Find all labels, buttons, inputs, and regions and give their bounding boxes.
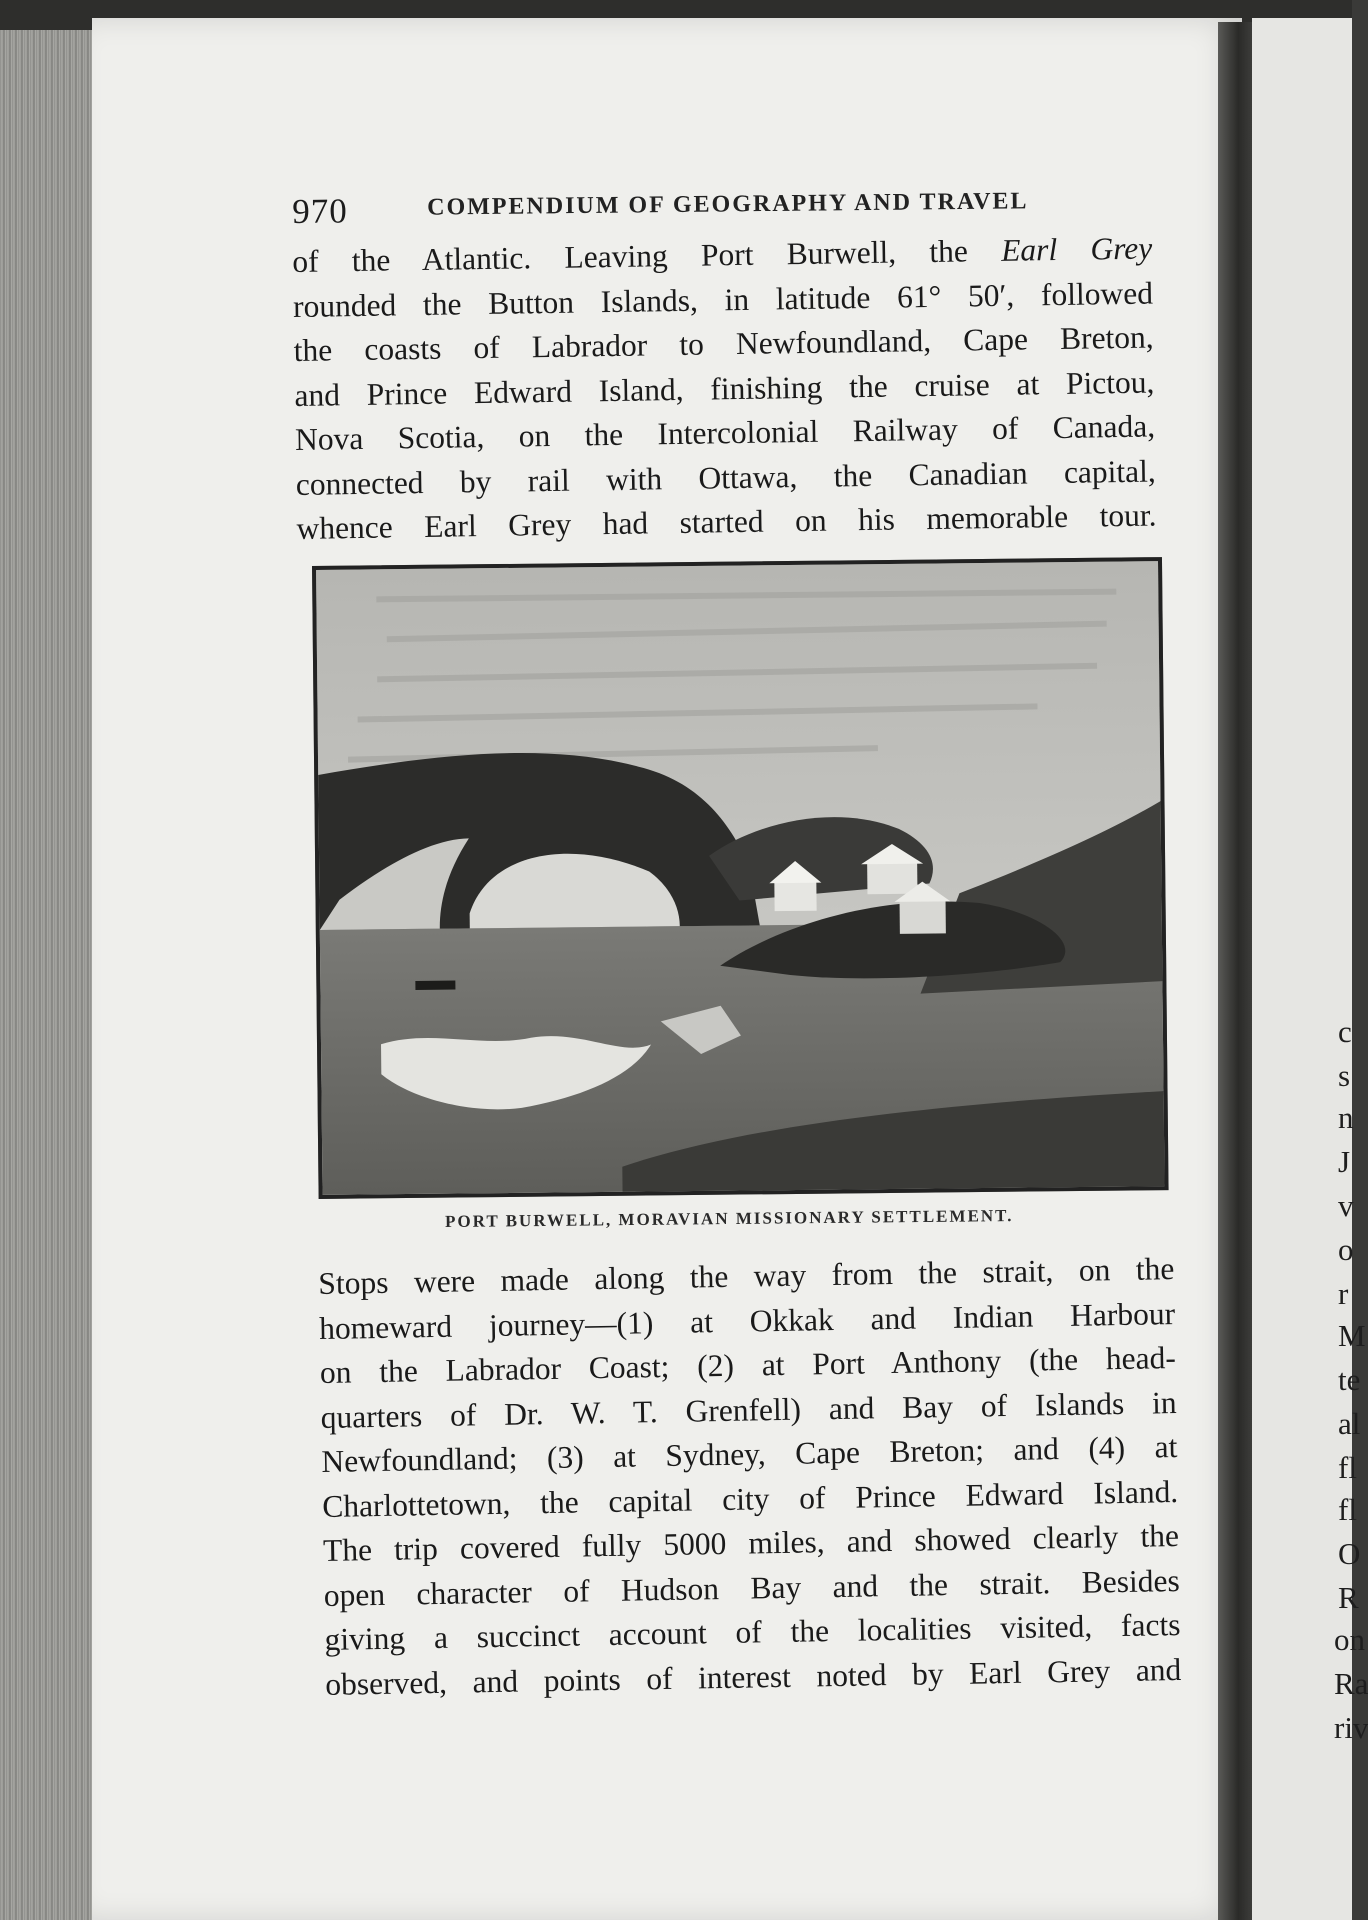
facing-page-fragment: J — [1338, 1144, 1351, 1179]
paragraph-top — [292, 226, 1157, 551]
text-line: giving a succinct account of the localities visited, facts — [324, 1607, 1181, 1657]
facing-page-fragment: M — [1338, 1318, 1366, 1353]
text-line: of the Atlantic. Leaving Port Burwell, the Earl Grey — [292, 230, 1153, 279]
text-line: open character of Hudson Bay and the strait. Besides — [323, 1562, 1180, 1613]
facing-page-fragment: te — [1338, 1362, 1361, 1397]
running-head — [292, 184, 1052, 232]
ship-name: Earl Grey — [1000, 230, 1153, 268]
facing-page-fragment: fl — [1338, 1450, 1357, 1485]
text-line: homeward journey—(1) at Okkak and Indian Harbour — [318, 1295, 1176, 1346]
paragraph-bottom — [318, 1247, 1182, 1707]
facing-page-fragment: r — [1338, 1276, 1349, 1311]
text-line: on the Labrador Coast; (2) at Port Anthony (the head- — [319, 1340, 1177, 1390]
text-line: Newfoundland; (3) at Sydney, Cape Breton; and (4) at — [321, 1429, 1178, 1479]
text-line: observed, and points of interest noted by Earl Grey and — [325, 1651, 1182, 1702]
text-line: whence Earl Grey had started on his memorable tour. — [296, 497, 1157, 546]
photograph-port-burwell — [312, 557, 1169, 1199]
text-line: and Prince Edward Island, finishing the cruise at Pictou, — [294, 363, 1155, 413]
book-gutter — [1218, 22, 1252, 1920]
page-number: 970 — [292, 191, 348, 231]
facing-page-fragment: v — [1338, 1188, 1354, 1223]
facing-page-fragment: o — [1338, 1232, 1354, 1267]
text-line: connected by rail with Ottawa, the Canadian capital, — [295, 452, 1157, 502]
facing-page-fragment: s — [1338, 1058, 1351, 1093]
facing-page-fragment: fl — [1338, 1492, 1357, 1527]
text-line: Nova Scotia, on the Intercolonial Railway of Canada, — [294, 408, 1156, 457]
text-line: Stops were made along the way from the strait, on the — [318, 1251, 1175, 1301]
facing-page-fragment: al — [1338, 1406, 1361, 1441]
running-title: COMPENDIUM OF GEOGRAPHY AND TRAVEL — [427, 188, 1029, 221]
facing-page-fragment: Ra — [1334, 1666, 1368, 1701]
facing-page-fragment: n — [1338, 1100, 1354, 1135]
page-stack-edge — [0, 30, 96, 1920]
text-line: the coasts of Labrador to Newfoundland, Cape Breton, — [293, 319, 1154, 368]
text-line: quarters of Dr. W. T. Grenfell) and Bay of Islands in — [320, 1384, 1177, 1435]
facing-page-fragment: on — [1334, 1622, 1365, 1657]
text-line: Charlottetown, the capital city of Prince Edward Island. — [321, 1473, 1179, 1524]
photo-illustration — [316, 561, 1164, 1195]
text-line: rounded the Button Islands, in latitude 61° 50′, followed — [292, 274, 1154, 324]
figure-caption: PORT BURWELL, MORAVIAN MISSIONARY SETTLEMENT. — [445, 1206, 1014, 1231]
text-line: The trip covered fully 5000 miles, and showed clearly the — [322, 1518, 1180, 1568]
facing-page-fragment: R — [1338, 1580, 1359, 1615]
facing-page-fragment: O — [1338, 1536, 1361, 1571]
facing-page-fragment: c — [1338, 1014, 1352, 1049]
facing-page-fragment: riv — [1334, 1710, 1368, 1745]
